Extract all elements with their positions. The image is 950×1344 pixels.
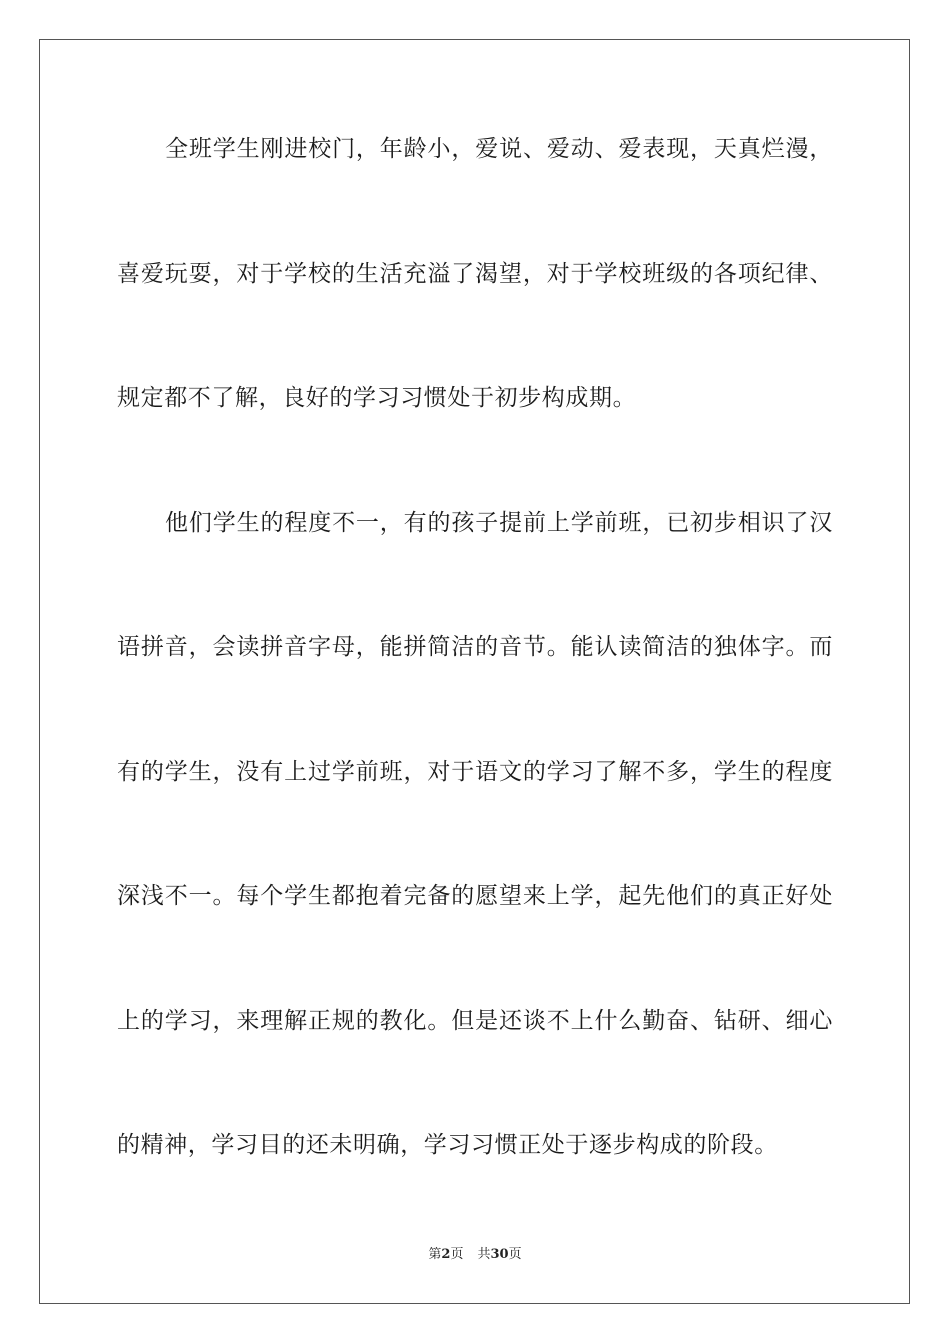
- page-number: 2: [441, 1247, 451, 1262]
- total-prefix: 共: [477, 1247, 491, 1262]
- paragraph-2-line-6: 的精神，学习目的还未明确，学习习惯正处于逐步构成的阶段。: [117, 1132, 778, 1158]
- paragraph-2-line-2: 语拼音，会读拼音字母，能拼简洁的音节。能认读简洁的独体字。而: [117, 634, 833, 660]
- paragraph-2-line-1: 他们学生的程度不一，有的孩子提前上学前班，已初步相识了汉: [165, 510, 833, 536]
- total-suffix: 页: [508, 1247, 522, 1262]
- total-pages: 30: [490, 1247, 509, 1262]
- page-border: [39, 39, 910, 1304]
- paragraph-2-line-4: 深浅不一。每个学生都抱着完备的愿望来上学，起先他们的真正好处: [117, 883, 833, 909]
- paragraph-1-line-2: 喜爱玩耍，对于学校的生活充溢了渴望，对于学校班级的各项纪律、: [117, 261, 833, 287]
- paragraph-2-line-5: 上的学习，来理解正规的教化。但是还谈不上什么勤奋、钻研、细心: [117, 1008, 833, 1034]
- page-suffix: 页: [450, 1247, 464, 1262]
- page-footer: [0, 1246, 950, 1264]
- page-prefix: 第: [428, 1247, 442, 1262]
- paragraph-1-line-1: 全班学生刚进校门，年龄小，爱说、爱动、爱表现，天真烂漫，: [165, 136, 833, 162]
- paragraph-2-line-3: 有的学生，没有上过学前班，对于语文的学习了解不多，学生的程度: [117, 759, 833, 785]
- paragraph-1-line-3: 规定都不了解，良好的学习习惯处于初步构成期。: [117, 385, 637, 411]
